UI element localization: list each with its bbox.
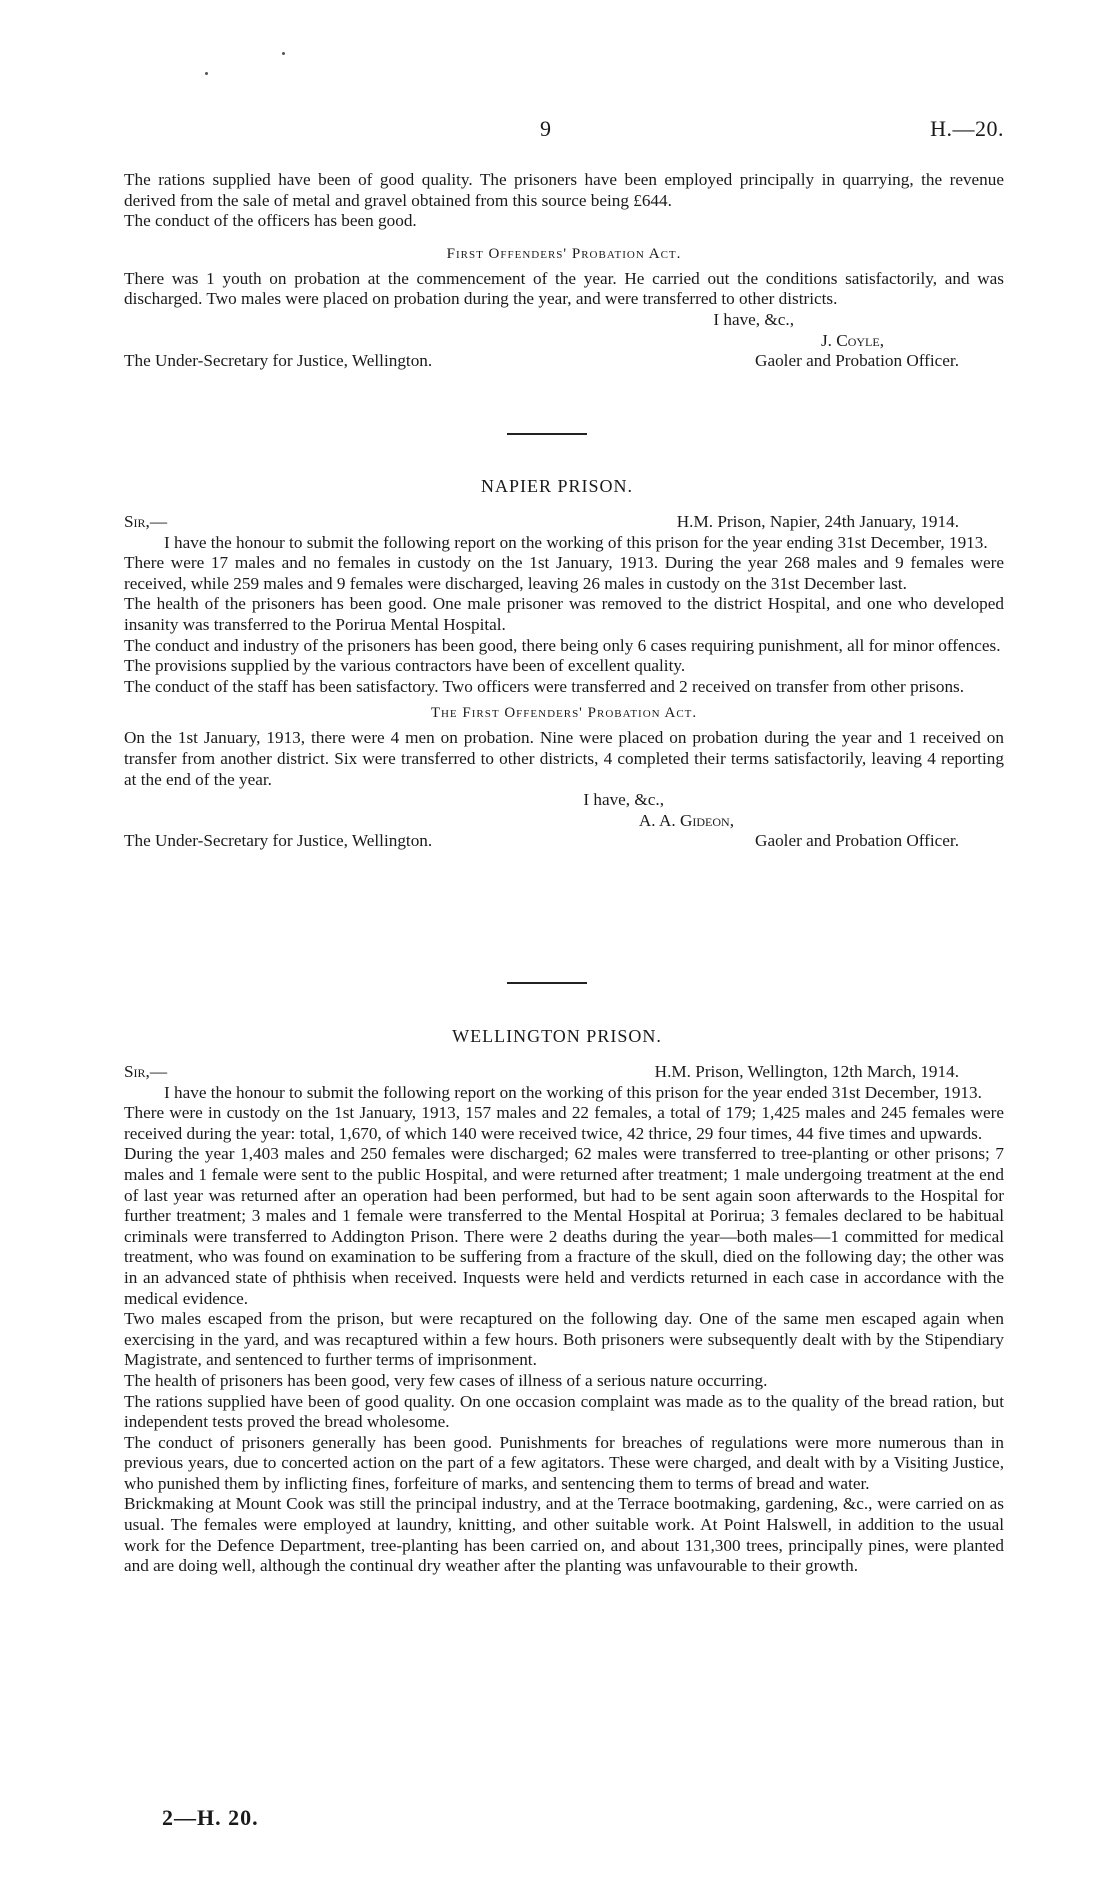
closing: I have, &c., [713, 309, 794, 329]
paragraph: During the year 1,403 males and 250 females were discharged; 62 males were transferred to tree-planting or other prisons; 7 males and 1 female were sent to the public Hospital, and were returned after treatment; 1 male undergoing treatment at the end of last year was returned after an operation had been performed, but had to be sent again soon afterwards to the Hospital for further treatment; 3 males and 1 female were transferred to the Mental Hospital at Porirua; 3 females declared to be habitual criminals were transferred to Addington Prison. There were 2 deaths during the year—both males—1 committed for medical treatment, who was found on examination to be suffering from a fracture of the skull, died on the following day; the other was in an advanced state of phthisis when received. Inquests were held and verdicts returned in each case in accordance with the medical evidence. [124, 1144, 1004, 1308]
paragraph: Two males escaped from the prison, but were recaptured on the following day. One of the same men escaped again when exercising in the yard, and was recaptured within a few hours. Both prisoners were subsequently dealt with by the Stipendiary Magistrate, and sentenced to further terms of imprisonment. [124, 1309, 1004, 1370]
paragraph: There were in custody on the 1st January, 1913, 157 males and 22 females, a total of 179; 1,425 males and 245 females were received during the year: total, 1,670, of which 140 were received twice, 42 thrice, 29 four times, 44 five times and upwards. [124, 1103, 1004, 1143]
paragraph: I have the honour to submit the following report on the working of this prison for the year ended 31st December, 1913. [164, 1082, 982, 1102]
section-title: NAPIER PRISON. [480, 476, 634, 496]
paragraph: The conduct of the officers has been good. [124, 211, 417, 231]
section-continuation [124, 170, 1004, 372]
speck [205, 72, 208, 75]
paragraph: The rations supplied have been of good quality. On one occasion complaint was made as to the quality of the bread ration, but independent tests proved the bread wholesome. [124, 1391, 1004, 1432]
closing: I have, &c., [583, 790, 664, 810]
paragraph: There were 17 males and no females in custody on the 1st January, 1913. During the year 268 males and 9 females were received, while 259 males and 9 females were discharged, leaving 26 males in custody on the 31st December last. [124, 553, 1004, 593]
section-divider [507, 982, 587, 984]
section-title: WELLINGTON PRISON. [452, 1026, 662, 1046]
section-subheading: First Offenders' Probation Act. [446, 245, 682, 262]
napier-report [124, 512, 1004, 852]
paragraph: The conduct and industry of the prisoners has been good, there being only 6 cases requiring punishment, all for minor offences. [124, 635, 1001, 655]
section-divider [507, 433, 587, 435]
speck [282, 52, 285, 55]
section-subheading: The First Offenders' Probation Act. [430, 705, 698, 722]
paragraph: There was 1 youth on probation at the commencement of the year. He carried out the conditions satisfactorily, and was discharged. Two males were placed on probation during the year, and were transferred to other districts. [124, 268, 1004, 309]
report-reference: H.—20. [930, 116, 1004, 141]
dateline: H.M. Prison, Napier, 24th January, 1914. [676, 512, 959, 531]
signature-mark: 2—H. 20. [162, 1805, 259, 1830]
signatory-name: J. Coyle, [820, 330, 884, 350]
paragraph: The conduct of prisoners generally has been good. Punishments for breaches of regulations were more numerous than in previous years, due to concerted action on the part of a few agitators. These were charged, and dealt with by a Visiting Justice, who punished them by inflicting fines, forfeiture of marks, and sentencing them to terms of bread and water. [124, 1432, 1004, 1493]
addressee: The Under-Secretary for Justice, Wellington. [124, 831, 433, 851]
signatory-title: Gaoler and Probation Officer. [755, 831, 959, 851]
paragraph: I have the honour to submit the following report on the working of this prison for the year ending 31st December, 1913. [164, 532, 988, 552]
salutation: Sir,— [124, 512, 168, 531]
paragraph: The provisions supplied by the various contractors have been of excellent quality. [124, 656, 686, 676]
dateline: H.M. Prison, Wellington, 12th March, 1914. [654, 1062, 959, 1081]
signatory-name: A. A. Gideon, [638, 810, 734, 830]
wellington-report [124, 1062, 1004, 1577]
salutation: Sir,— [124, 1062, 168, 1081]
page-number: 9 [540, 116, 551, 141]
paragraph: The conduct of the staff has been satisfactory. Two officers were transferred and 2 received on transfer from other prisons. [124, 676, 965, 696]
paragraph: The health of prisoners has been good, very few cases of illness of a serious nature occurring. [124, 1370, 768, 1390]
paragraph: Brickmaking at Mount Cook was still the principal industry, and at the Terrace bootmaking, gardening, &c., were carried on as usual. The females were employed at laundry, knitting, and other suitable work. At Point Halswell, in addition to the usual work for the Defence Department, tree-planting has been carried on, and about 131,300 trees, principally pines, were planted and are doing well, although the continual dry weather after the planting was unfavourable to their growth. [124, 1494, 1004, 1576]
paragraph: On the 1st January, 1913, there were 4 men on probation. Nine were placed on probation during the year and 1 received on transfer from another district. Six were transferred to other districts, 4 completed their terms satisfactorily, leaving 4 reporting at the end of the year. [124, 728, 1004, 789]
addressee: The Under-Secretary for Justice, Wellington. [124, 351, 433, 371]
paragraph: The rations supplied have been of good quality. The prisoners have been employed principally in quarrying, the revenue derived from the sale of metal and gravel obtained from this source being £644. [124, 170, 1004, 210]
signatory-title: Gaoler and Probation Officer. [755, 351, 959, 371]
paragraph: The health of the prisoners has been good. One male prisoner was removed to the district Hospital, and one who developed insanity was transferred to the Porirua Mental Hospital. [124, 594, 1004, 634]
